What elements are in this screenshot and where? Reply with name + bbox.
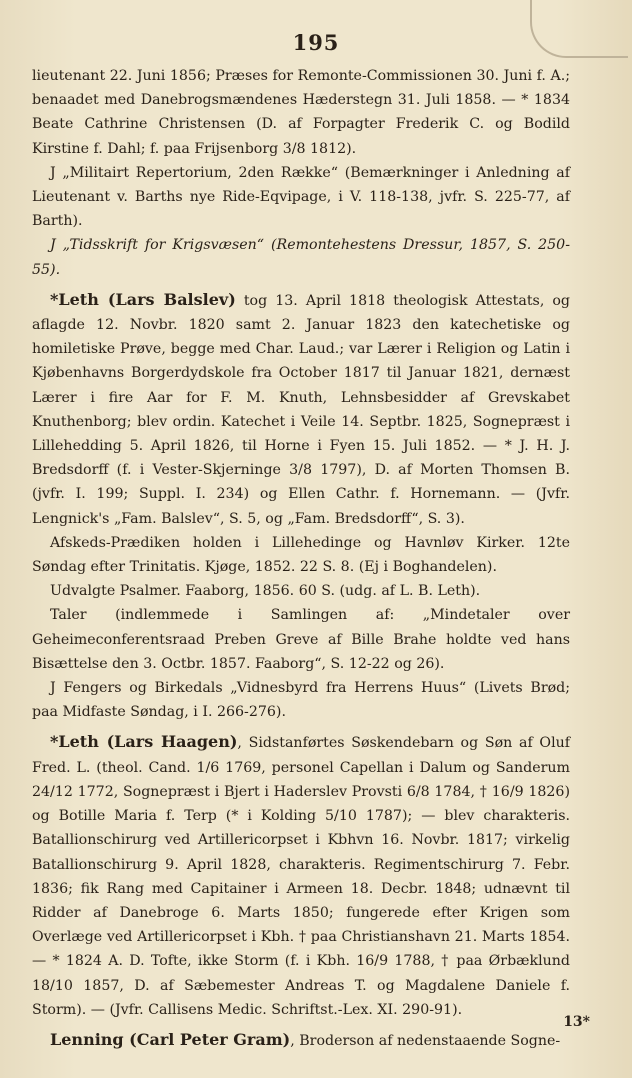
fengers-birkedals: J Fengers og Birkedals „Vidnesbyrd fra Herrens Huus“ (Livets Brød; paa Midfaste Søndag, i I. 266-276). bbox=[32, 680, 570, 721]
udvalgte-psalmer: Udvalgte Psalmer. Faaborg, 1856. 60 S. (udg. af L. B. Leth). bbox=[50, 583, 481, 600]
entry-heading: *Leth (Lars Haagen) bbox=[50, 732, 238, 752]
militairt-repertorium-ref: J „Militairt Repertorium, 2den Række“ (Bemærkninger i Anledning af Lieutenant v. Barths nye Ride-Eqvipage, i V. 118-138, jvfr. S. 225-77, af Barth). bbox=[32, 164, 570, 230]
leth-balslev-entry bbox=[32, 288, 570, 531]
taler: Taler (indlemmede i Samlingen af: „Mindetaler over Geheimeconferentsraad Preben Greve af Bille Brahe holdte ved hans Bisættelse den 3. Octbr. 1857. Faaborg“, S. 12-22 og 26). bbox=[32, 607, 570, 672]
tidsskrift-ref: J „Tidsskrift for Krigsvæsen“ (Remontehestens Dressur, 1857, S. 250-55). bbox=[32, 237, 570, 278]
signature-mark: 13* bbox=[563, 1014, 590, 1030]
entry-body: , Sidstanførtes Søskendebarn og Søn af Oluf Fred. L. (theol. Cand. 1/6 1769, personel Capellan i Dalum og Sanderum 24/12 1772, Sognepræst i Bjert i Haderslev Provsti 6/8 1784, † 16/9 1826) og Botille Maria f. Terp (* i Kolding 5/10 1787); — blev charakteris. Batallionschirurg ved Artillericorpset i Kbhvn 16. Novbr. 1817; virkelig Batallionschirurg 9. April 1828, charakteris. Regimentschirurg 7. Febr. 1836; fik Rang med Capitainer i Armeen 18. Decbr. 1848; udnævnt til Ridder af Danebroge 6. Marts 1850; fungerede efter Krigen som Overlæge ved Artillericorpset i Kbh. † paa Christianshavn 21. Marts 1854. — * 1824 A. D. Tofte, ikke Storm (f. i Kbh. 16/9 1788, † paa Ørbæklund 18/10 1857, D. af Sæbemester Andreas T. og Magdalene Daniele f. Storm). — (Jvfr. Callisens Medic. Schriftst.-Lex. XI. 290-91). bbox=[32, 735, 570, 1018]
page-text bbox=[32, 64, 570, 1053]
entry-body: tog 13. April 1818 theologisk Attestats, og aflagde 12. Novbr. 1820 samt 2. Januar 1823 den katechetiske og homiletiske Prøve, begge med Char. Laud.; var Lærer i Religion og Latin i Kjøbenhavns Borgerdydskole fra October 1817 til Januar 1821, dernæst Lærer i fire Aar for F. M. Knuth, Lehnsbesidder af Grevskabet Knuthenborg; blev ordin. Katechet i Veile 14. Septbr. 1825, Sognepræst i Lillehedding 5. April 1826, til Horne i Fyen 15. Juli 1852. — * J. H. J. Bredsdorff (f. i Vester-Skjerninge 3/8 1797), D. af Morten Thomsen B. (jvfr. I. 199; Suppl. I. 234) og Ellen Cathr. f. Hornemann. — (Jvfr. Lengnick's „Fam. Balslev“, S. 5, og „Fam. Bredsdorff“, S. 3). bbox=[32, 292, 571, 527]
entry-heading: *Leth (Lars Balslev) bbox=[50, 289, 236, 309]
lenning-entry bbox=[32, 1028, 570, 1053]
leth-haagen-entry bbox=[32, 730, 570, 1021]
afskeds-praediken: Afskeds-Prædiken holden i Lillehedinge og Havnløv Kirker. 12te Søndag efter Trinitatis. Kjøge, 1852. 22 S. 8. (Ej i Boghandelen). bbox=[32, 534, 570, 576]
continuation-paragraph: lieutenant 22. Juni 1856; Præses for Remonte-Commissionen 30. Juni f. A.; benaadet med Danebrogsmændenes Hæderstegn 31. Juli 1858. — * 1834 Beate Cathrine Christensen (D. af Forpagter Frederik C. og Bodild Kirstine f. Dahl; f. paa Frijsenborg 3/8 1812). bbox=[32, 68, 570, 157]
entry-heading: Lenning (Carl Peter Gram) bbox=[50, 1029, 291, 1049]
entry-body: , Broderson af nedenstaaende Sogne- bbox=[290, 1032, 561, 1049]
page-number: 195 bbox=[292, 30, 340, 55]
